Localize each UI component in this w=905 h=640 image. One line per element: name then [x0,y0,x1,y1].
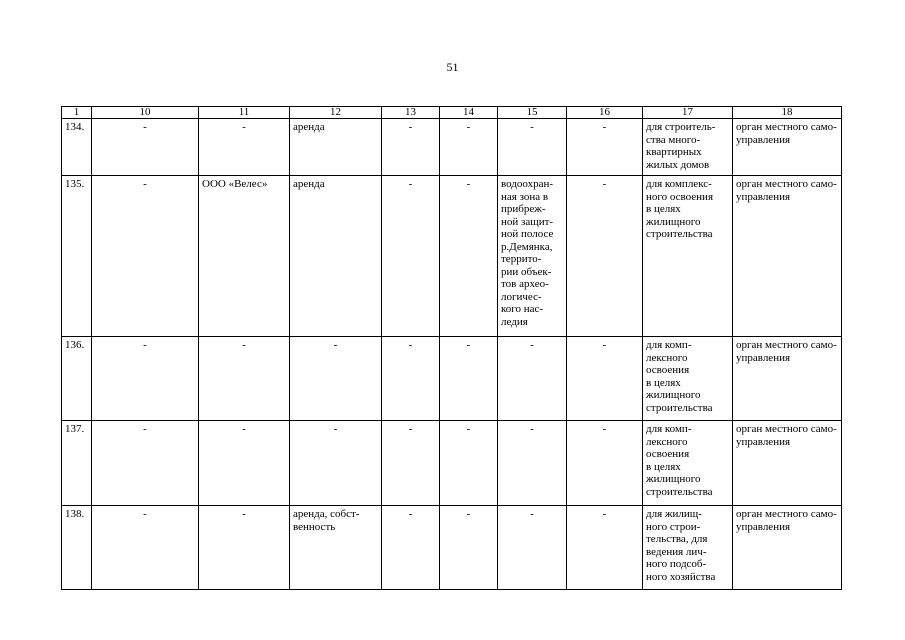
cell-col-15: - [498,421,567,506]
cell-col-17: для строитель- ства много- квартирных жилых домов [643,119,733,176]
cell-col-11: ООО «Велес» [199,176,290,337]
cell-col-17: для жилищ- ного строи- тельства, для ведения лич- ного подсоб- ного хозяйства [643,506,733,590]
cell-col-10: - [92,506,199,590]
header-row [62,107,842,119]
land-register-table [61,106,842,590]
cell-col-18: орган местного само- управления [733,119,842,176]
column-header-12: 12 [290,107,382,119]
cell-col-16: - [567,506,643,590]
column-header-10: 10 [92,107,199,119]
cell-col-10: - [92,337,199,421]
cell-col-17: для комплекс- ного освоения в целях жилищного строительства [643,176,733,337]
column-header-11: 11 [199,107,290,119]
cell-col-10: - [92,176,199,337]
cell-col-11: - [199,421,290,506]
cell-col-17: для комп- лексного освоения в целях жилищного строительства [643,337,733,421]
cell-col-15: - [498,119,567,176]
cell-col-15: - [498,506,567,590]
column-header-13: 13 [382,107,440,119]
cell-col-18: орган местного само- управления [733,506,842,590]
cell-col-13: - [382,176,440,337]
table-row [62,119,842,176]
page-number: 51 [446,60,459,74]
cell-col-12: аренда, собст- венность [290,506,382,590]
cell-col-16: - [567,337,643,421]
table-row [62,506,842,590]
table-row [62,421,842,506]
cell-col-12: аренда [290,119,382,176]
cell-col-18: орган местного само- управления [733,337,842,421]
cell-col-12: аренда [290,176,382,337]
cell-col-13: - [382,421,440,506]
column-header-14: 14 [440,107,498,119]
table-row [62,337,842,421]
cell-col-16: - [567,119,643,176]
column-header-17: 17 [643,107,733,119]
cell-col-10: - [92,421,199,506]
cell-col-14: - [440,119,498,176]
cell-col-11: - [199,506,290,590]
row-number: 138. [62,506,92,590]
cell-col-16: - [567,421,643,506]
cell-col-13: - [382,119,440,176]
cell-col-10: - [92,119,199,176]
cell-col-14: - [440,421,498,506]
column-header-18: 18 [733,107,842,119]
cell-col-12: - [290,337,382,421]
table-row [62,176,842,337]
column-header-1: 1 [62,107,92,119]
cell-col-15: - [498,337,567,421]
cell-col-14: - [440,506,498,590]
cell-col-15: водоохран- ная зона в прибреж- ной защит- ной полосе р.Демянка, террито- рии объек- тов архео- логичес- кого нас- ледия [498,176,567,337]
row-number: 136. [62,337,92,421]
row-number: 135. [62,176,92,337]
cell-col-11: - [199,337,290,421]
row-number: 137. [62,421,92,506]
cell-col-13: - [382,337,440,421]
cell-col-14: - [440,337,498,421]
cell-col-17: для комп- лексного освоения в целях жилищного строительства [643,421,733,506]
cell-col-13: - [382,506,440,590]
cell-col-18: орган местного само- управления [733,176,842,337]
cell-col-12: - [290,421,382,506]
cell-col-11: - [199,119,290,176]
row-number: 134. [62,119,92,176]
column-header-16: 16 [567,107,643,119]
cell-col-14: - [440,176,498,337]
column-header-15: 15 [498,107,567,119]
cell-col-18: орган местного само- управления [733,421,842,506]
cell-col-16: - [567,176,643,337]
